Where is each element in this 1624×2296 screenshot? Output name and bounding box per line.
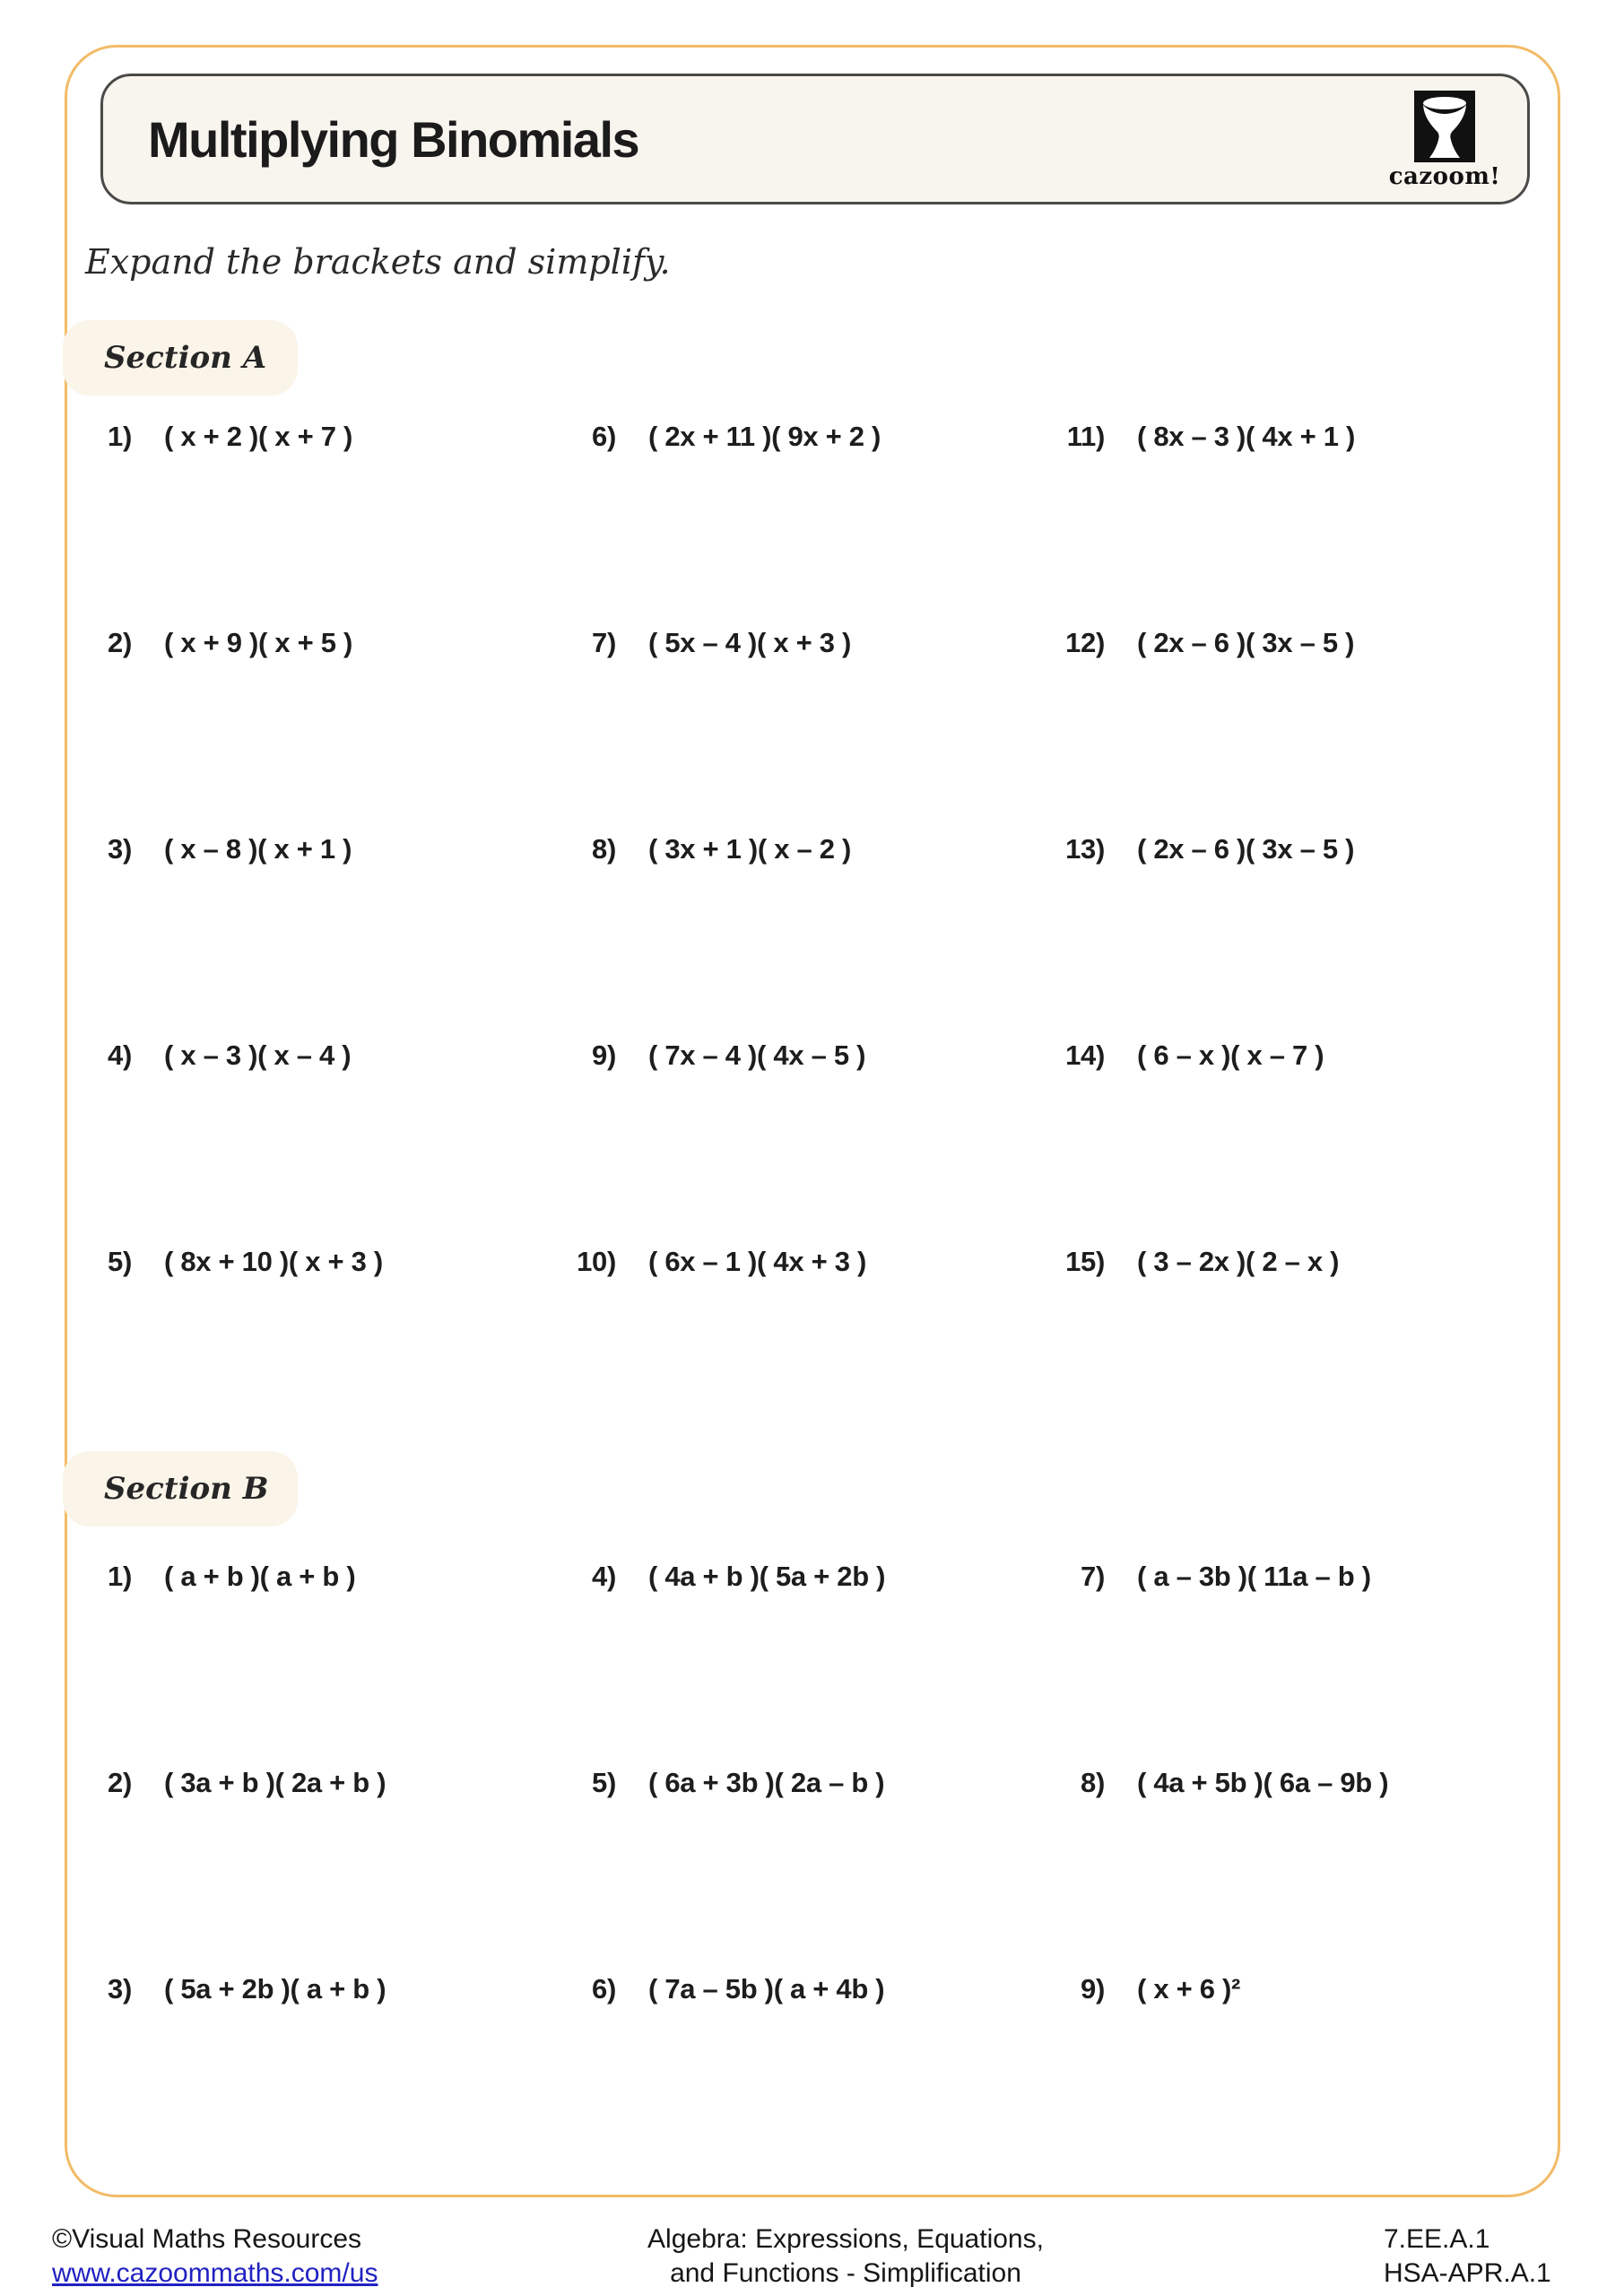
problem-a2 [67,625,352,661]
problem-expression: ( x + 9 )( x + 5 ) [164,627,352,658]
problem-number: 7) [1081,1561,1105,1592]
section-a-label: Section A [63,320,298,396]
problem-number: 12) [1065,627,1105,658]
problem-expression: ( 8x + 10 )( x + 3 ) [164,1246,383,1277]
problem-number: 9) [592,1039,616,1071]
problem-number: 2) [108,627,132,658]
problem-number: 11) [1066,421,1105,452]
problem-expression: ( 3a + b )( 2a + b ) [164,1767,386,1798]
problem-expression: ( a + b )( a + b ) [164,1561,356,1592]
problem-a7 [551,625,851,661]
problem-expression: ( a – 3b )( 11a – b ) [1137,1561,1371,1592]
problem-a13 [1040,831,1354,867]
problem-expression: ( x – 8 )( x + 1 ) [164,833,352,865]
problem-b8 [1040,1765,1388,1801]
website-link[interactable]: www.cazoommaths.com/us [52,2258,378,2288]
problem-number: 13) [1065,833,1105,865]
problem-b1 [67,1559,355,1595]
problem-b5 [551,1765,884,1801]
problem-number: 8) [592,833,616,865]
problem-a8 [551,831,851,867]
footer-attribution [52,2222,378,2291]
problem-number: 6) [592,1973,616,2005]
problem-expression: ( 8x – 3 )( 4x + 1 ) [1137,421,1355,452]
problem-expression: ( 6x – 1 )( 4x + 3 ) [648,1246,866,1277]
problem-number: 1) [108,1561,132,1592]
section-b-label: Section B [63,1451,298,1526]
problem-number: 9) [1081,1973,1105,2005]
problem-b4 [551,1559,885,1595]
problem-b2 [67,1765,386,1801]
djembe-drum-icon [1414,91,1475,162]
problem-a3 [67,831,352,867]
problem-number: 4) [108,1039,132,1071]
standard-code-2: HSA-APR.A.1 [1384,2258,1551,2288]
category-line2: and Functions - Simplification [670,2258,1021,2288]
problem-expression: ( 5a + 2b )( a + b ) [164,1973,386,2005]
problem-expression: ( x – 3 )( x – 4 ) [164,1039,352,1071]
problem-number: 5) [108,1246,132,1277]
problem-expression: ( 6 – x )( x – 7 ) [1137,1039,1324,1071]
problem-expression: ( 5x – 4 )( x + 3 ) [648,627,852,658]
problem-expression: ( 7x – 4 )( 4x – 5 ) [648,1039,866,1071]
problem-number: 3) [108,833,132,865]
copyright-text: ©Visual Maths Resources [52,2224,362,2254]
problem-expression: ( x + 6 )² [1137,1973,1241,2005]
problem-expression: ( 6a + 3b )( 2a – b ) [648,1767,885,1798]
problem-expression: ( 2x – 6 )( 3x – 5 ) [1137,627,1355,658]
problem-expression: ( 4a + b )( 5a + 2b ) [648,1561,886,1592]
problem-b6 [551,1971,884,2007]
problem-expression: ( 2x + 11 )( 9x + 2 ) [648,421,881,452]
problem-number: 1) [108,421,132,452]
problem-number: 15) [1065,1246,1105,1277]
problem-number: 10) [577,1246,616,1277]
problem-b3 [67,1971,386,2007]
problem-b7 [1040,1559,1371,1595]
problem-number: 14) [1065,1039,1105,1071]
problem-a10 [551,1244,866,1280]
problem-a12 [1040,625,1354,661]
problem-expression: ( 3x + 1 )( x – 2 ) [648,833,852,865]
problem-a4 [67,1038,351,1074]
problem-expression: ( 3 – 2x )( 2 – x ) [1137,1246,1340,1277]
cazoom-logo-text: cazoom! [1388,163,1501,190]
problem-a6 [551,419,881,455]
problem-b9 [1040,1971,1240,2007]
problem-number: 3) [108,1973,132,2005]
problem-number: 6) [592,421,616,452]
worksheet-instruction: Expand the brackets and simplify. [85,242,671,282]
problem-expression: ( 2x – 6 )( 3x – 5 ) [1137,833,1355,865]
problem-number: 2) [108,1767,132,1798]
standard-code-1: 7.EE.A.1 [1384,2224,1490,2254]
footer-standards [1384,2222,1551,2291]
problem-number: 7) [592,627,616,658]
problem-expression: ( x + 2 )( x + 7 ) [164,421,352,452]
category-line1: Algebra: Expressions, Equations, [647,2224,1044,2254]
worksheet-header [100,74,1530,204]
problem-a14 [1040,1038,1324,1074]
cazoom-logo [1385,91,1504,190]
problem-number: 4) [592,1561,616,1592]
problem-expression: ( 7a – 5b )( a + 4b ) [648,1973,885,2005]
problem-a1 [67,419,352,455]
problem-a5 [67,1244,383,1280]
page-title: Multiplying Binomials [148,110,639,168]
problem-number: 5) [592,1767,616,1798]
problem-a15 [1040,1244,1339,1280]
problem-number: 8) [1081,1767,1105,1798]
footer-category [532,2222,1159,2291]
problem-a9 [551,1038,865,1074]
problem-expression: ( 4a + 5b )( 6a – 9b ) [1137,1767,1389,1798]
problem-a11 [1040,419,1355,455]
